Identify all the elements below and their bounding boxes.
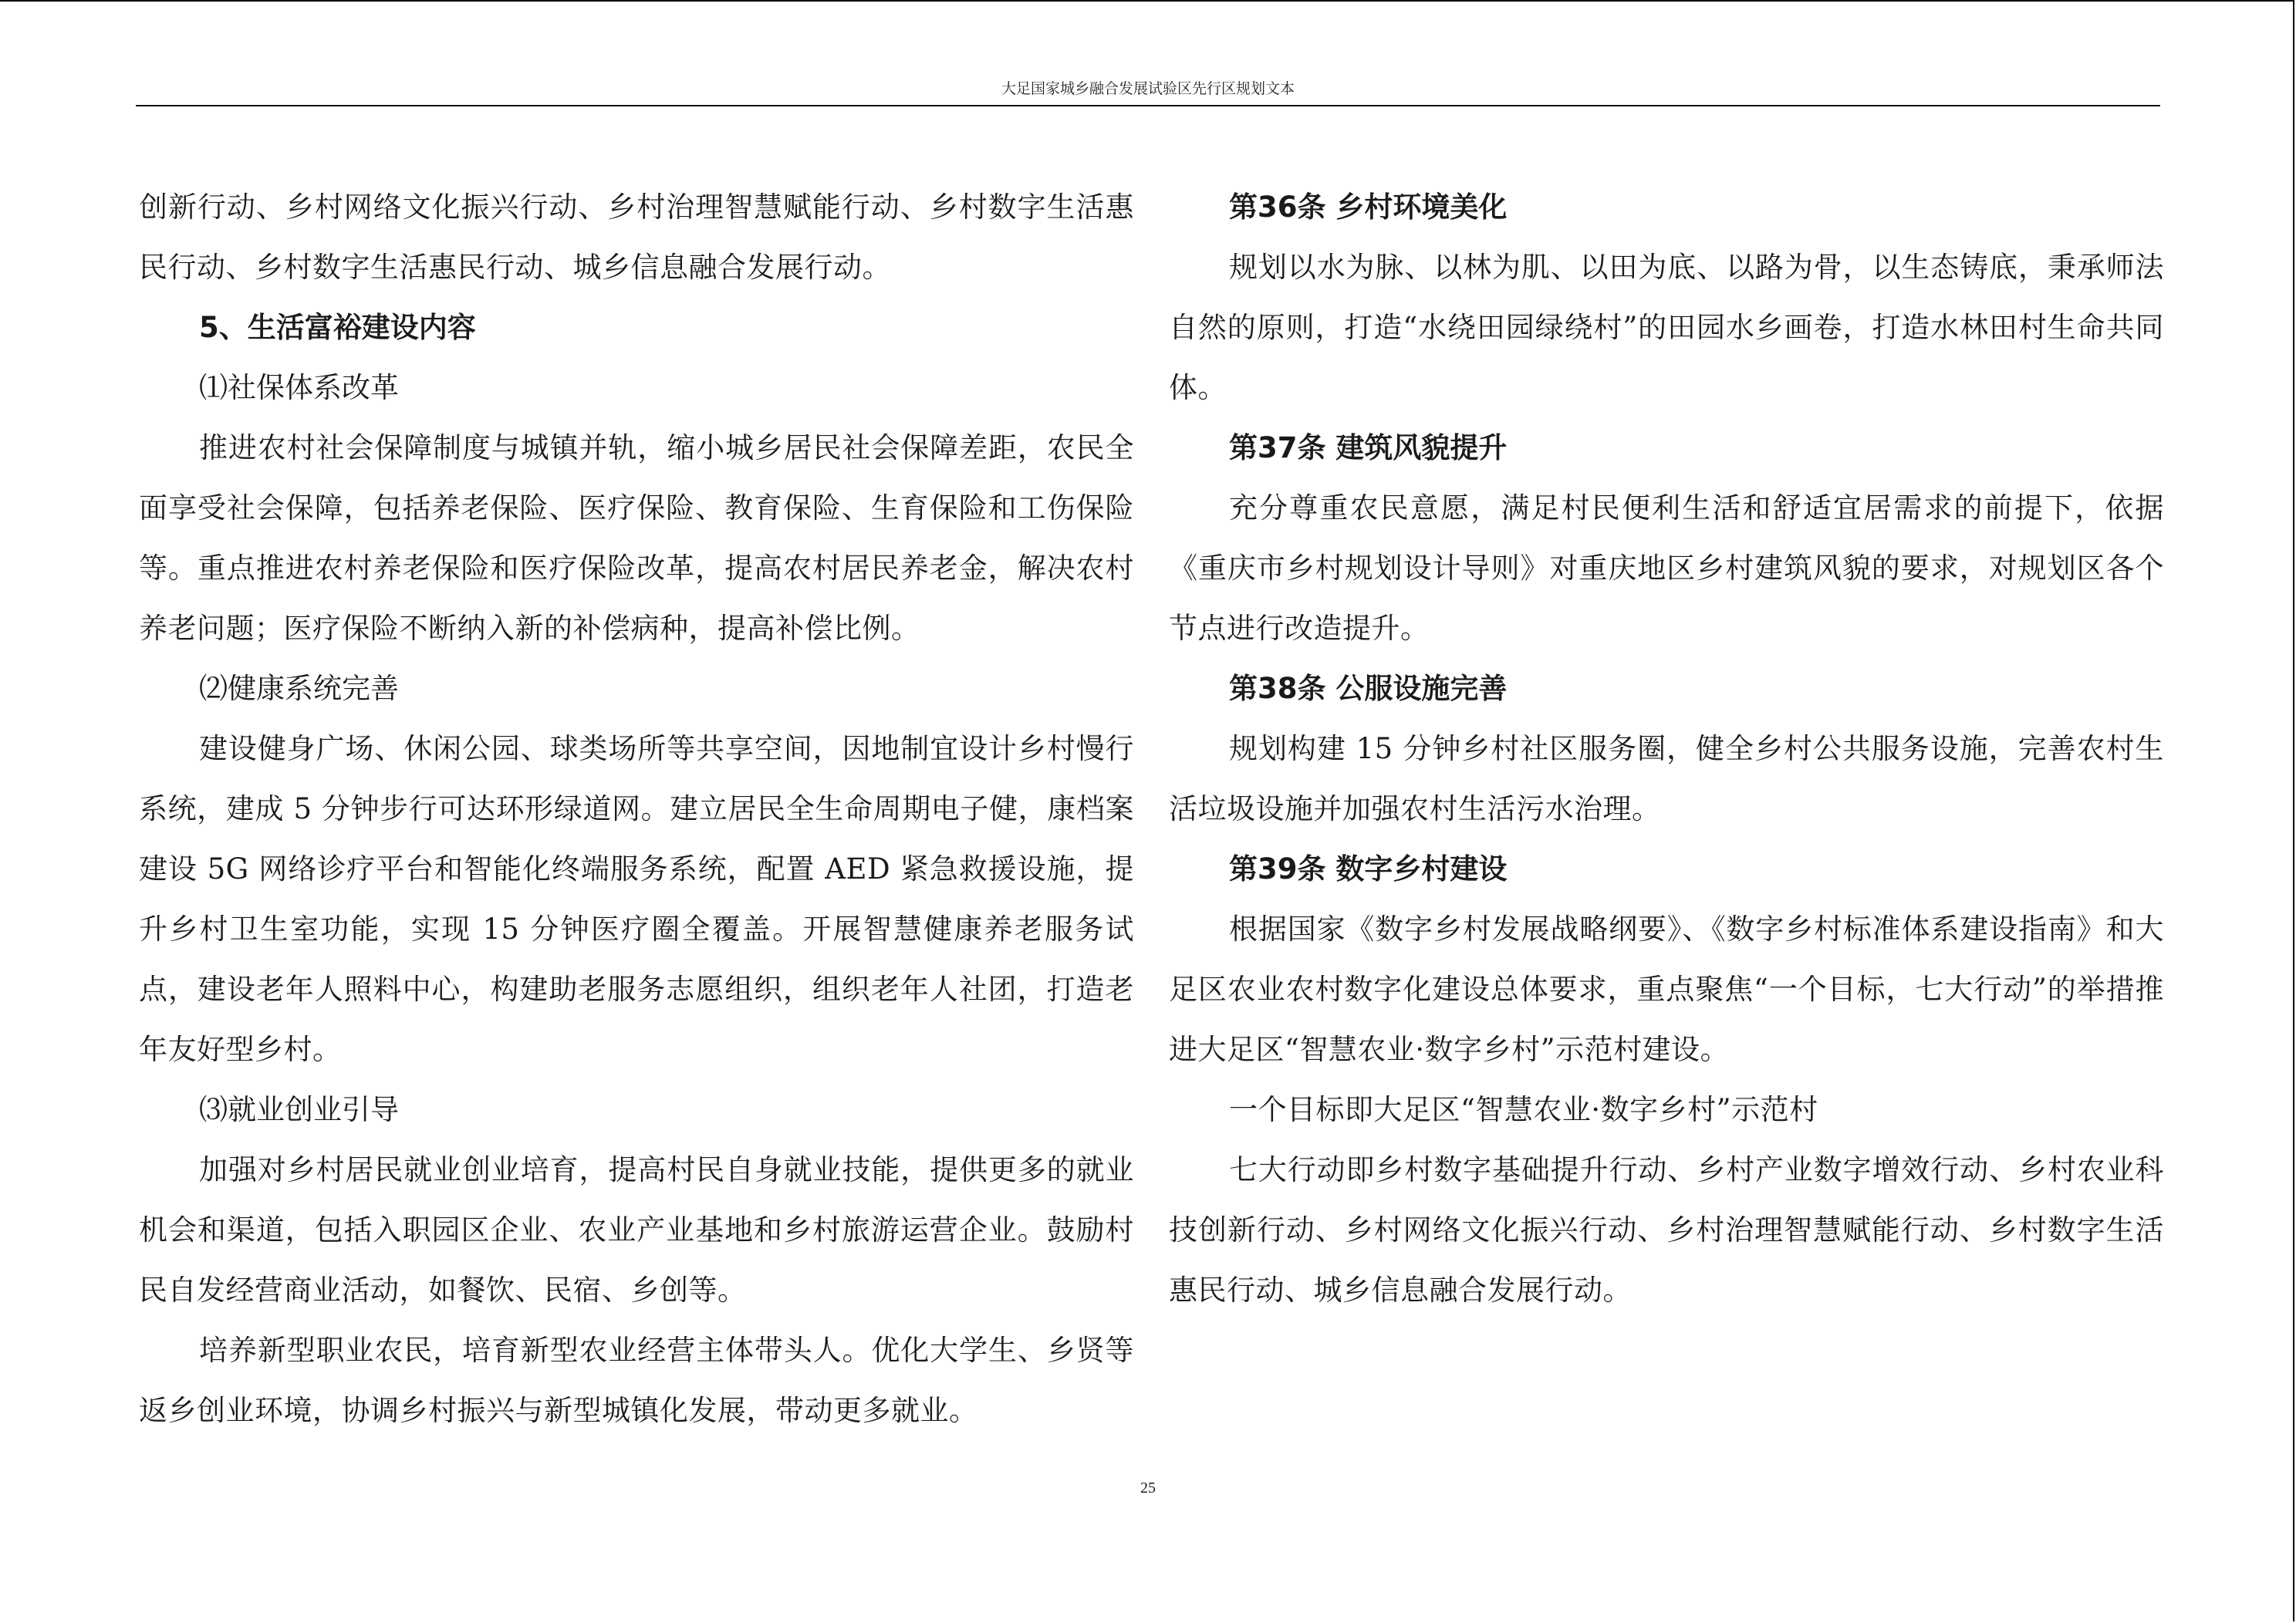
header-rule [136, 105, 2160, 106]
article-38-text: 规划构建 15 分钟乡村社区服务圈，健全乡村公共服务设施，完善农村生活垃圾设施并加强农村生活污水治理。 [1169, 732, 2164, 825]
running-header: 大足国家城乡融合发展试验区先行区规划文本 [1001, 80, 1295, 97]
article-39-actions: 七大行动即乡村数字基础提升行动、乡村产业数字增效行动、乡村农业科技创新行动、乡村网络文化振兴行动、乡村治理智慧赋能行动、乡村数字生活惠民行动、城乡信息融合发展行动。 [1169, 1153, 2164, 1307]
subsection-heading-health: ⑵健康系统完善 [199, 672, 399, 705]
subsection-heading-social-security: ⑴社保体系改革 [199, 371, 399, 404]
subsection-heading-employment: ⑶就业创业引导 [199, 1093, 399, 1126]
left-column [139, 177, 1134, 1441]
article-36-text: 规划以水为脉、以林为肌、以田为底、以路为骨，以生态铸底，秉承师法自然的原则，打造“水绕田园绿绕村”的田园水乡画卷，打造水林田村生命共同体。 [1169, 251, 2164, 404]
right-column [1169, 177, 2164, 1321]
page-number: 25 [1140, 1480, 1156, 1496]
paragraph-employment: 加强对乡村居民就业创业培育，提高村民自身就业技能，提供更多的就业机会和渠道，包括入职园区企业、农业产业基地和乡村旅游运营企业。鼓励村民自发经营商业活动，如餐饮、民宿、乡创等。 [139, 1153, 1134, 1307]
paragraph-farmer-training: 培养新型职业农民，培育新型农业经营主体带头人。优化大学生、乡贤等返乡创业环境，协调乡村振兴与新型城镇化发展，带动更多就业。 [139, 1334, 1134, 1427]
paragraph-continuation: 创新行动、乡村网络文化振兴行动、乡村治理智慧赋能行动、乡村数字生活惠民行动、乡村数字生活惠民行动、城乡信息融合发展行动。 [139, 191, 1134, 284]
section-heading: 5、生活富裕建设内容 [199, 311, 476, 344]
paragraph-health: 建设健身广场、休闲公园、球类场所等共享空间，因地制宜设计乡村慢行系统，建成 5 分钟步行可达环形绿道网。建立居民全生命周期电子健，康档案建设 5G 网络诊疗平台和智能化终端服务系统，配置 AED 紧急救援设施，提升乡村卫生室功能，实现 15 分钟医疗圈全覆盖。开展智慧健康养老服务试点，建设老年人照料中心，构建助老服务志愿组织，组织老年人社团，打造老年友好型乡村。 [139, 732, 1134, 1066]
article-39-goal: 一个目标即大足区“智慧农业·数字乡村”示范村 [1229, 1093, 1818, 1126]
paragraph-social-security: 推进农村社会保障制度与城镇并轨，缩小城乡居民社会保障差距，农民全面享受社会保障，包括养老保险、医疗保险、教育保险、生育保险和工伤保险等。重点推进农村养老保险和医疗保险改革，提高农村居民养老金，解决农村养老问题；医疗保险不断纳入新的补偿病种，提高补偿比例。 [139, 431, 1134, 645]
article-36-heading: 第36条 乡村环境美化 [1229, 191, 1508, 224]
article-39-heading: 第39条 数字乡村建设 [1229, 852, 1508, 886]
article-38-heading: 第38条 公服设施完善 [1229, 672, 1508, 705]
article-39-text: 根据国家《数字乡村发展战略纲要》、《数字乡村标准体系建设指南》和大足区农业农村数字化建设总体要求，重点聚焦“一个目标，七大行动”的举措推进大足区“智慧农业·数字乡村”示范村建设。 [1169, 913, 2164, 1066]
article-37-heading: 第37条 建筑风貌提升 [1229, 431, 1508, 464]
article-37-text: 充分尊重农民意愿，满足村民便利生活和舒适宜居需求的前提下，依据《重庆市乡村规划设计导则》对重庆地区乡村建筑风貌的要求，对规划区各个节点进行改造提升。 [1169, 491, 2164, 645]
